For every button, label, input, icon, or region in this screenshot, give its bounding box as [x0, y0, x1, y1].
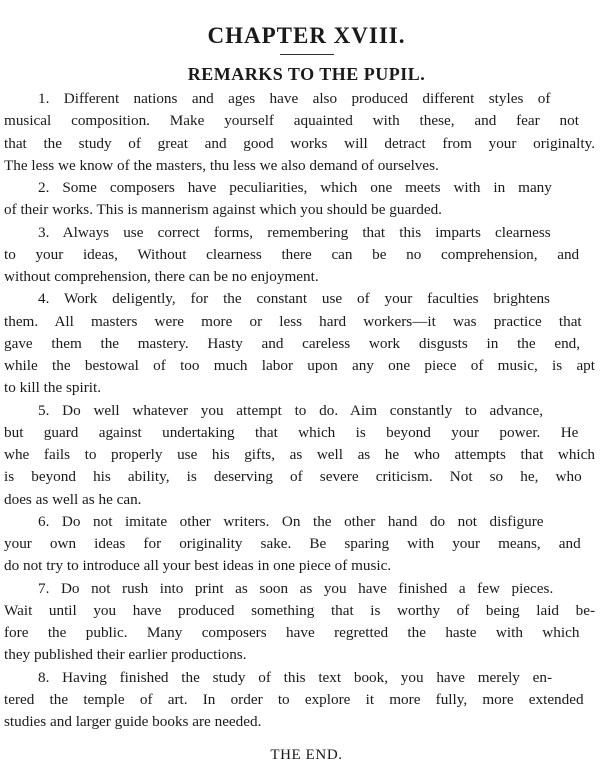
- section-title: REMARKS TO THE PUPIL.: [187, 64, 426, 84]
- text-line: them. All masters were more or less hard workers—it was practice that: [4, 312, 582, 330]
- paragraph-5: [4, 400, 595, 511]
- text-line: to kill the spirit.: [4, 379, 102, 397]
- paragraph-4: [4, 288, 595, 399]
- text-line: without comprehension, there can be no enjoyment.: [4, 268, 319, 285]
- text-line: does as well as he can.: [4, 490, 142, 508]
- the-end-label: THE END.: [270, 747, 343, 763]
- text-line: but guard against undertaking that which is beyond your power. He: [4, 423, 579, 441]
- text-line: is beyond his ability, is deserving of severe criticism. Not so he, who: [4, 468, 582, 486]
- text-line: of their works. This is mannerism against which you should be guarded.: [4, 201, 442, 219]
- text-line: 5. Do well whatever you attempt to do. Aim constantly to advance,: [38, 401, 544, 419]
- text-line: tered the temple of art. In order to explore it more fully, more extended: [4, 690, 584, 708]
- text-line: The less we know of the masters, thu less we also demand of ourselves.: [4, 156, 439, 174]
- text-line: whe fails to properly use his gifts, as well as he who attempts that which: [4, 446, 595, 463]
- text-line: 7. Do not rush into print as soon as you have finished a few pieces.: [38, 579, 554, 597]
- text-line: fore the public. Many composers have regretted the haste with which: [4, 624, 580, 641]
- text-line: musical composition. Make yourself aquainted with these, and fear not: [4, 112, 579, 130]
- paragraph-7: [4, 578, 595, 667]
- text-line: Wait until you have produced something that is worthy of being laid be-: [4, 601, 595, 619]
- text-line: 6. Do not imitate other writers. On the other hand do not disfigure: [38, 512, 544, 530]
- text-line: gave them the mastery. Hasty and careless work disgusts in the end,: [4, 334, 581, 352]
- heading-divider: [280, 54, 334, 55]
- text-line: to your ideas, Without clearness there can be no comprehension, and: [4, 245, 580, 263]
- body-text: [4, 88, 595, 733]
- text-line: that the study of great and good works will detract from your originalty.: [4, 134, 595, 152]
- text-line: 3. Always use correct forms, remembering that this imparts clearness: [38, 223, 551, 241]
- text-line: 1. Different nations and ages have also produced different styles of: [38, 90, 551, 107]
- paragraph-1: [4, 88, 595, 177]
- text-line: 8. Having finished the study of this text book, you have merely en-: [38, 668, 553, 686]
- text-line: they published their earlier productions.: [4, 646, 247, 664]
- paragraph-2: [4, 177, 595, 222]
- paragraph-8: [4, 667, 595, 734]
- paragraph-3: [4, 222, 595, 289]
- text-line: studies and larger guide books are needed.: [4, 713, 262, 730]
- chapter-heading: CHAPTER XVIII.: [207, 23, 406, 48]
- text-line: your own ideas for originality sake. Be sparing with your means, and: [4, 535, 581, 552]
- text-line: 4. Work deligently, for the constant use of your faculties brightens: [38, 290, 550, 308]
- paragraph-6: [4, 511, 595, 578]
- text-line: 2. Some composers have peculiarities, which one meets with in many: [38, 179, 552, 196]
- text-line: while the bestowal of too much labor upon any one piece of music, is apt: [4, 357, 595, 374]
- text-line: do not try to introduce all your best ideas in one piece of music.: [4, 557, 392, 575]
